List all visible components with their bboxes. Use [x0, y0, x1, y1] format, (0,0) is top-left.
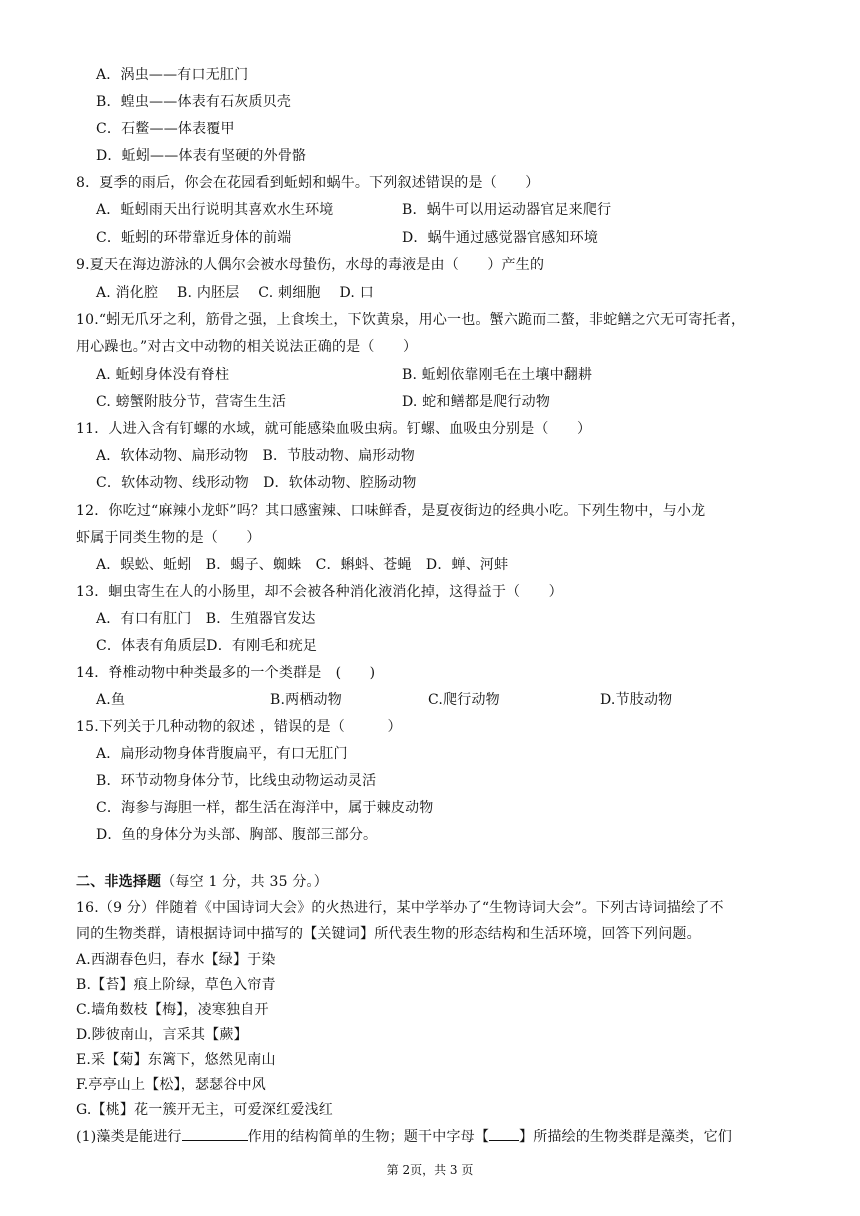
- q14-option-a: A.鱼: [96, 692, 126, 708]
- q8-option-a: A．蚯蚓雨天出行说明其喜欢水生环境: [96, 202, 334, 218]
- q14-stem: 14．脊椎动物中种类最多的一个类群是 ( ): [76, 665, 376, 681]
- q11-options-row2: C．软体动物、线形动物 D．软体动物、腔肠动物: [96, 475, 417, 491]
- q10-stem-line1: 10.“蚓无爪牙之利，筋骨之强，上食埃土，下饮黄泉，用心一也。蟹六跪而二螯，非蛇鳝之穴无可寄托者，: [76, 312, 746, 328]
- q16-poem-f: F.亭亭山上【松】，瑟瑟谷中风: [76, 1077, 266, 1093]
- q10-stem-line2: 用心躁也。”对古文中动物的相关说法正确的是（ ）: [76, 339, 418, 355]
- q8-option-b: B．蜗牛可以用运动器官足来爬行: [402, 202, 612, 218]
- q16-stem-line1: 16.（9 分）伴随着《中国诗词大会》的火热进行，某中学举办了“生物诗词大会”。下列古诗词描绘了不: [76, 900, 724, 916]
- q14-option-c: C.爬行动物: [428, 692, 500, 708]
- section2-title: 二、非选择题: [76, 874, 162, 890]
- q10-option-d: D. 蛇和鳝都是爬行动物: [402, 394, 551, 410]
- q11-stem: 11．人进入含有钉螺的水域，就可能感染血吸虫病。钉螺、血吸虫分别是（ ）: [76, 421, 592, 437]
- q10-option-c: C. 螃蟹附肢分节，营寄生生活: [96, 394, 287, 410]
- q16-sub1: [76, 1126, 732, 1146]
- q7-option-d: D．蚯蚓——体表有坚硬的外骨骼: [96, 148, 307, 164]
- q10-option-b: B. 蚯蚓依靠刚毛在土壤中翻耕: [402, 367, 593, 383]
- q16-poem-e: E.采【菊】东篱下，悠然见南山: [76, 1052, 276, 1068]
- section2-note: （每空 1 分，共 35 分。）: [161, 874, 328, 890]
- q7-option-b: B．蝗虫——体表有石灰质贝壳: [96, 94, 292, 110]
- q9-options: A. 消化腔 B. 内胚层 C. 刺细胞 D. 口: [96, 285, 374, 301]
- q16-poem-d: D.陟彼南山，言采其【蕨】: [76, 1027, 248, 1043]
- q16-sub1-text-b: 作用的结构简单的生物；题干中字母【: [247, 1129, 490, 1145]
- q15-option-a: A．扁形动物身体背腹扁平，有口无肛门: [96, 746, 348, 762]
- q16-poem-c: C.墙角数枝【梅】，凌寒独自开: [76, 1002, 269, 1018]
- q13-stem: 13．蛔虫寄生在人的小肠里，却不会被各种消化液消化掉，这得益于（ ）: [76, 584, 563, 600]
- section2-heading: [76, 873, 328, 891]
- q8-option-c: C．蚯蚓的环带靠近身体的前端: [96, 230, 292, 246]
- q9-stem: 9.夏天在海边游泳的人偶尔会被水母蛰伤，水母的毒液是由（ ）产生的: [76, 257, 545, 273]
- q16-stem-line2: 同的生物类群，请根据诗词中描写的【关键词】所代表生物的形态结构和生活环境，回答下列问题。: [76, 926, 701, 942]
- q16-poem-a: A.西湖春色归，春水【绿】于染: [76, 952, 276, 968]
- q16-sub1-text-c: 】所描绘的生物类群是藻类，它们: [519, 1129, 733, 1145]
- q13-options-row1: A．有口有肛门 B．生殖器官发达: [96, 611, 316, 627]
- q15-option-b: B．环节动物身体分节，比线虫动物运动灵活: [96, 773, 377, 789]
- q12-stem-line2: 虾属于同类生物的是（ ）: [76, 530, 261, 546]
- q16-poem-g: G.【桃】花一簇开无主，可爱深红爱浅红: [76, 1102, 333, 1118]
- q8-option-d: D．蜗牛通过感觉器官感知环境: [402, 230, 599, 246]
- q8-stem: 8．夏季的雨后，你会在花园看到蚯蚓和蜗牛。下列叙述错误的是（ ）: [76, 175, 540, 191]
- q12-stem-line1: 12．你吃过“麻辣小龙虾”吗？其口感蜜辣、口味鲜香，是夏夜街边的经典小吃。下列生物中，与小龙: [76, 503, 706, 519]
- q11-options-row1: A．软体动物、扁形动物 B．节肢动物、扁形动物: [96, 448, 415, 464]
- q14-option-b: B.两栖动物: [270, 692, 342, 708]
- q16-poem-b: B.【苔】痕上阶绿，草色入帘青: [76, 977, 276, 993]
- answer-blank[interactable]: [182, 1126, 248, 1141]
- q13-options-row2: C．体表有角质层D．有刚毛和疣足: [96, 638, 318, 654]
- q7-option-a: A．涡虫——有口无肛门: [96, 67, 249, 83]
- q14-option-d: D.节肢动物: [600, 692, 673, 708]
- q7-option-c: C．石鳖——体表覆甲: [96, 121, 235, 137]
- q12-options: A．蜈蚣、蚯蚓 B．蝎子、蜘蛛 C．蝌蚪、苍蝇 D．蝉、河蚌: [96, 557, 509, 573]
- q15-option-c: C．海参与海胆一样，都生活在海洋中，属于棘皮动物: [96, 800, 434, 816]
- answer-blank[interactable]: [489, 1126, 519, 1141]
- page-footer: 第 2页，共 3 页: [386, 1163, 474, 1177]
- q16-sub1-text-a: (1)藻类是能进行: [76, 1129, 182, 1145]
- q15-option-d: D．鱼的身体分为头部、胸部、腹部三部分。: [96, 827, 378, 843]
- q15-stem: 15.下列关于几种动物的叙述 ，错误的是（ ）: [76, 719, 402, 735]
- q10-option-a: A. 蚯蚓身体没有脊柱: [96, 367, 230, 383]
